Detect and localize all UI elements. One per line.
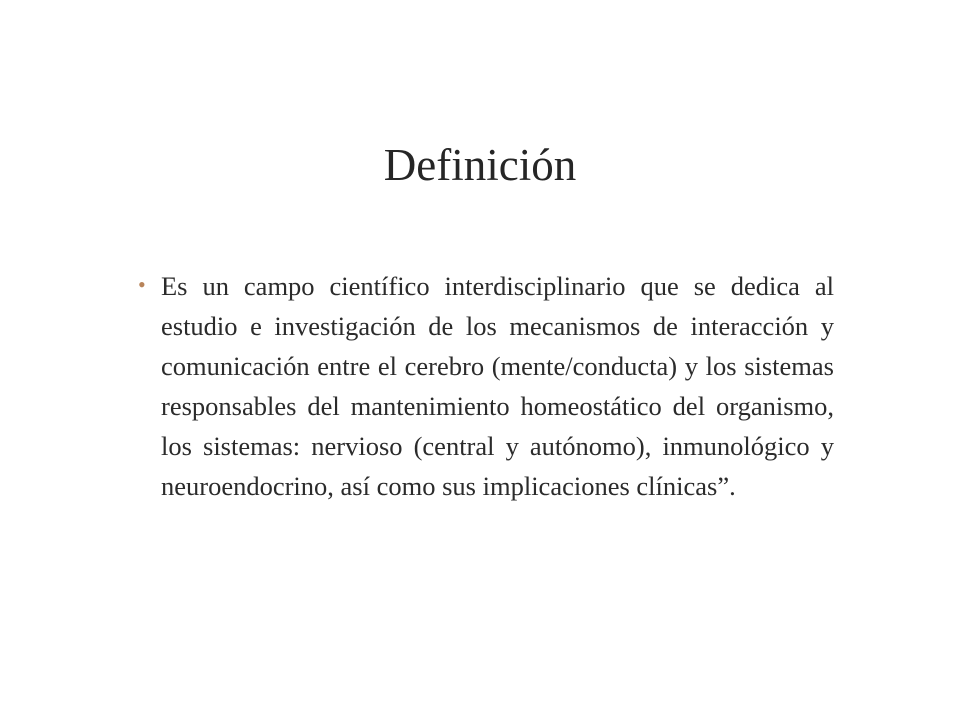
bullet-item xyxy=(134,264,834,506)
slide-title: Definición xyxy=(383,140,577,190)
bullet-list xyxy=(134,264,834,506)
bullet-text: Es un campo científico interdisciplinario que se dedica al estudio e investigación de los mecanismos de interacción y comunicación entre el cerebro (mente/conducta) y los sistemas responsables del mantenimiento homeostático del organismo, los sistemas: nervioso (central y autónomo), inmunológico y neuroendocrino, así como sus implicaciones clínicas”. xyxy=(161,271,834,501)
bullet-dot-icon: • xyxy=(138,272,146,297)
